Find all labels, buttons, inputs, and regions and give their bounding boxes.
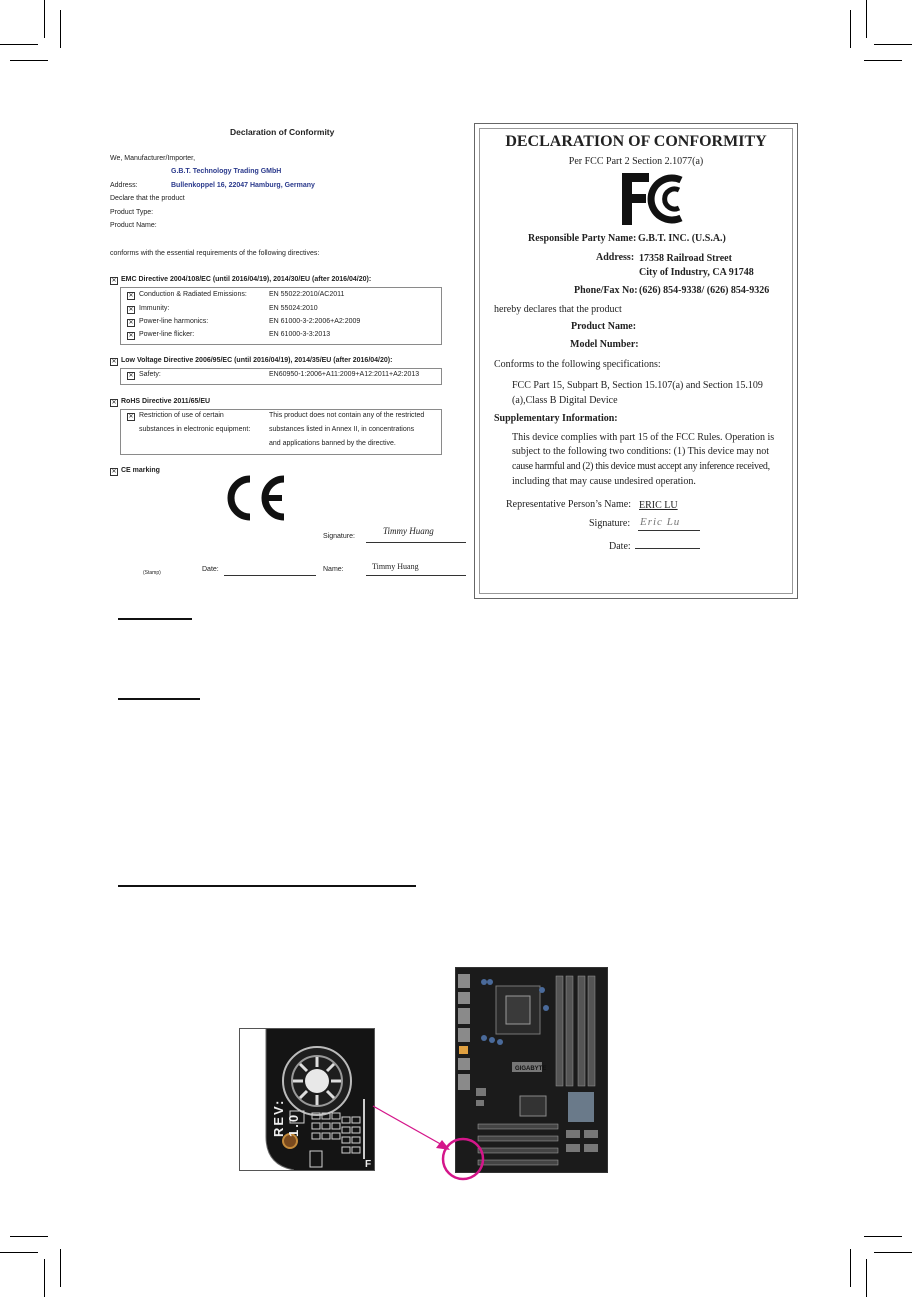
checkbox-checked-icon: ✕: [111, 359, 117, 365]
emc-heading: EMC Directive 2004/108/EC (until 2016/04/19), 2014/30/EU (after 2016/04/20):: [121, 276, 372, 283]
crop-mark: [0, 1252, 38, 1253]
fcc-address-2: City of Industry, CA 91748: [639, 267, 754, 278]
fcc-address-1: 17358 Railroad Street: [639, 253, 732, 264]
fcc-rep-value: ERIC LU: [639, 500, 678, 511]
emc-row-label: Power-line harmonics:: [139, 318, 209, 325]
emc-row-value: EN 61000-3-2:2006+A2:2009: [269, 318, 361, 325]
fcc-conforms: Conforms to the following specifications:: [494, 359, 661, 370]
checkbox-checked-icon: ✕: [111, 400, 117, 406]
crop-mark: [864, 60, 902, 61]
section-heading-underline: [118, 885, 416, 887]
crop-mark: [0, 44, 38, 45]
checkbox-checked-icon: ✕: [128, 333, 134, 339]
crop-mark: [44, 1259, 45, 1297]
ce-address: Bullenkoppel 16, 22047 Hamburg, Germany: [171, 182, 315, 189]
crop-mark: [874, 1252, 912, 1253]
fcc-product-name: Product Name:: [571, 321, 637, 332]
section-heading-underline: [118, 618, 192, 620]
fcc-spec: FCC Part 15, Subpart B, Section 15.107(a) and Section 15.109: [512, 380, 763, 391]
fcc-responsible-value: G.B.T. INC. (U.S.A.): [638, 233, 726, 244]
ce-name-label: Name:: [323, 566, 344, 573]
ce-logo-icon: [218, 473, 290, 523]
fcc-hereby: hereby declares that the product: [494, 304, 622, 315]
fcc-spec: (a),Class B Digital Device: [512, 395, 618, 406]
rohs-value: substances listed in Annex II, in concentrations: [269, 426, 415, 433]
fcc-supp-text: cause harmful and (2) this device must accept any inference received,: [512, 461, 770, 472]
crop-mark: [864, 1236, 902, 1237]
crop-mark: [874, 44, 912, 45]
svg-text:F: F: [365, 1159, 372, 1170]
fcc-signature-label: Signature:: [589, 518, 631, 529]
fcc-logo-icon: [619, 170, 695, 228]
ce-name-line: [366, 575, 466, 576]
ce-signature-line: [366, 542, 466, 543]
fcc-supp-text: subject to the following two conditions: (1) This device may not: [512, 446, 769, 457]
fcc-date-line: [635, 548, 700, 549]
rohs-label: Restriction of use of certain: [139, 412, 224, 419]
fcc-supp-text: including that may cause undesired operation.: [512, 476, 696, 487]
crop-mark: [850, 1249, 851, 1287]
rohs-label: substances in electronic equipment:: [139, 426, 251, 433]
fcc-signature-line: [638, 530, 700, 531]
crop-mark: [10, 1236, 48, 1237]
ce-conforms: conforms with the essential requirements of the following directives:: [110, 250, 320, 257]
fcc-responsible-label: Responsible Party Name:: [528, 233, 637, 244]
fcc-rep-label: Representative Person’s Name:: [506, 499, 631, 510]
rohs-value: This product does not contain any of the restricted: [269, 412, 425, 419]
ce-declare: Declare that the product: [110, 195, 185, 202]
ce-marking-label: CE marking: [121, 467, 160, 474]
fcc-title: DECLARATION OF CONFORMITY: [505, 133, 767, 150]
emc-row-label: Power-line flicker:: [139, 331, 195, 338]
checkbox-checked-icon: ✕: [128, 293, 134, 299]
fcc-logo: [619, 170, 695, 228]
crop-mark: [866, 1259, 867, 1297]
emc-row-label: Conduction & Radiated Emissions:: [139, 291, 247, 298]
ce-company: G.B.T. Technology Trading GMbH: [171, 168, 282, 175]
fcc-phone-label: Phone/Fax No:: [574, 285, 638, 296]
checkbox-checked-icon: ✕: [111, 278, 117, 284]
ce-intro: We, Manufacturer/Importer,: [110, 155, 196, 162]
ce-address-label: Address:: [110, 182, 138, 189]
fcc-supp-text: This device complies with part 15 of the FCC Rules. Operation is: [512, 432, 775, 443]
checkbox-checked-icon: ✕: [111, 469, 117, 475]
crop-mark: [60, 1249, 61, 1287]
crop-mark: [10, 60, 48, 61]
ce-product-name: Product Name:: [110, 222, 157, 229]
rohs-heading: RoHS Directive 2011/65/EU: [121, 398, 211, 405]
ce-product-type: Product Type:: [110, 209, 154, 216]
ce-date-label: Date:: [202, 566, 219, 573]
emc-row-label: Immunity:: [139, 305, 170, 312]
checkbox-checked-icon: ✕: [128, 320, 134, 326]
crop-mark: [866, 0, 867, 38]
fcc-date-label: Date:: [609, 541, 631, 552]
fcc-address-label: Address:: [596, 252, 635, 263]
ce-doc-title: Declaration of Conformity: [230, 127, 335, 137]
rohs-value: and applications banned by the directive.: [269, 440, 396, 447]
highlight-circle-icon: [440, 1136, 486, 1182]
crop-mark: [60, 10, 61, 48]
emc-row-value: EN 61000-3-3:2013: [269, 331, 331, 338]
ce-signature: Timmy Huang: [383, 526, 434, 536]
ce-name-value: Timmy Huang: [372, 562, 419, 571]
lvd-row-label: Safety:: [139, 371, 161, 378]
board-brand: GIGABYTE: [515, 1066, 547, 1072]
lvd-row-value: EN60950-1:2006+A11:2009+A12:2011+A2:2013: [269, 371, 420, 378]
board-zoom-graphic: [240, 1029, 374, 1170]
crop-mark: [44, 0, 45, 38]
ce-signature-label: Signature:: [323, 533, 355, 540]
board-zoom-view: [239, 1028, 375, 1171]
fcc-signature: Eric Lu: [640, 516, 681, 528]
emc-row-value: EN 55024:2010: [269, 305, 318, 312]
section-heading-underline: [118, 698, 200, 700]
ce-logo: [218, 473, 290, 523]
fcc-phone-value: (626) 854-9338/ (626) 854-9326: [639, 285, 770, 296]
checkbox-checked-icon: ✕: [128, 373, 134, 379]
checkbox-checked-icon: ✕: [128, 414, 134, 420]
lvd-heading: Low Voltage Directive 2006/95/EC (until 2016/04/19), 2014/35/EU (after 2016/04/20):: [121, 357, 393, 364]
fcc-subtitle: Per FCC Part 2 Section 2.1077(a): [568, 156, 704, 167]
fcc-model-number: Model Number:: [570, 339, 639, 350]
checkbox-checked-icon: ✕: [128, 307, 134, 313]
crop-mark: [850, 10, 851, 48]
ce-date-line: [224, 575, 316, 576]
emc-row-value: EN 55022:2010/AC2011: [269, 291, 345, 298]
ce-stamp: (Stamp): [143, 570, 161, 576]
board-rev-label: REV: 1.0: [271, 1098, 301, 1137]
fcc-supp-label: Supplementary Information:: [494, 413, 618, 424]
